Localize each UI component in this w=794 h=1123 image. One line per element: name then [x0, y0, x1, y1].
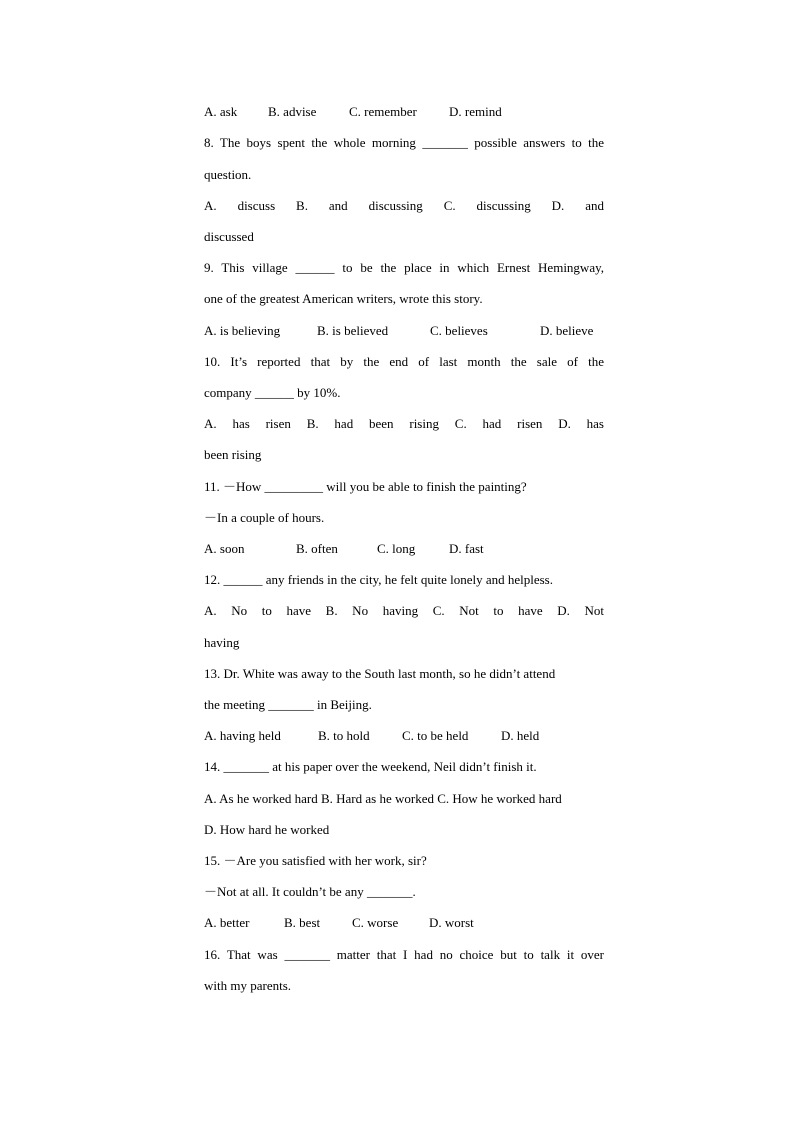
option-a: A. having held	[204, 728, 281, 743]
option-b: B. best	[284, 915, 321, 930]
option-b: B. advise	[268, 104, 317, 119]
option-a: A. better	[204, 915, 250, 930]
question-14: 14. _______ at his paper over the weekend, Neil didn’t finish it.	[204, 759, 537, 774]
question-13-cont: the meeting _______ in Beijing.	[204, 697, 372, 712]
options-q10-cont: been rising	[204, 447, 262, 462]
option-c: C. long	[377, 541, 416, 556]
option-d: D. fast	[449, 541, 484, 556]
question-9: 9. This village ______ to be the place in which Ernest Hemingway,	[204, 260, 604, 275]
question-10-cont: company ______ by 10%.	[204, 385, 341, 400]
options-q8: A. discuss B. and discussing C. discussing D. and	[204, 198, 604, 213]
option-b: B. is believed	[317, 323, 389, 338]
options-q14-cont: D. How hard he worked	[204, 822, 330, 837]
options-q8-cont: discussed	[204, 229, 254, 244]
options-q12: A. No to have B. No having C. Not to have D. Not	[204, 603, 604, 618]
option-a: A. is believing	[204, 323, 281, 338]
options-q9	[204, 321, 604, 341]
options-q15	[204, 913, 604, 933]
question-15: 15. －Are you satisfied with her work, sir?	[204, 853, 427, 868]
options-q11	[204, 539, 604, 559]
options-q14: A. As he worked hard B. Hard as he worked C. How he worked hard	[204, 791, 562, 806]
option-c: C. believes	[430, 323, 488, 338]
question-10: 10. It’s reported that by the end of last month the sale of the	[204, 354, 604, 369]
question-9-cont: one of the greatest American writers, wrote this story.	[204, 291, 483, 306]
option-a: A. ask	[204, 104, 238, 119]
option-d: D. held	[501, 728, 540, 743]
option-c: C. remember	[349, 104, 417, 119]
question-13: 13. Dr. White was away to the South last month, so he didn’t attend	[204, 666, 556, 681]
option-c: C. worse	[352, 915, 399, 930]
question-11: 11. －How _________ will you be able to finish the painting?	[204, 479, 527, 494]
question-12: 12. ______ any friends in the city, he felt quite lonely and helpless.	[204, 572, 553, 587]
question-16: 16. That was _______ matter that I had no choice but to talk it over	[204, 947, 604, 962]
option-c: C. to be held	[402, 728, 469, 743]
question-11-reply: －In a couple of hours.	[204, 510, 325, 525]
options-q10: A. has risen B. had been rising C. had risen D. has	[204, 416, 604, 431]
option-b: B. to hold	[318, 728, 370, 743]
question-8-cont: question.	[204, 167, 252, 182]
option-a: A. soon	[204, 541, 245, 556]
option-b: B. often	[296, 541, 338, 556]
question-8: 8. The boys spent the whole morning _______ possible answers to the	[204, 135, 604, 150]
options-q12-cont: having	[204, 635, 240, 650]
option-d: D. believe	[540, 323, 594, 338]
question-16-cont: with my parents.	[204, 978, 292, 993]
options-q7	[204, 102, 604, 122]
option-d: D. remind	[449, 104, 502, 119]
option-d: D. worst	[429, 915, 474, 930]
options-q13	[204, 726, 604, 746]
question-15-reply: －Not at all. It couldn’t be any _______.	[204, 884, 416, 899]
